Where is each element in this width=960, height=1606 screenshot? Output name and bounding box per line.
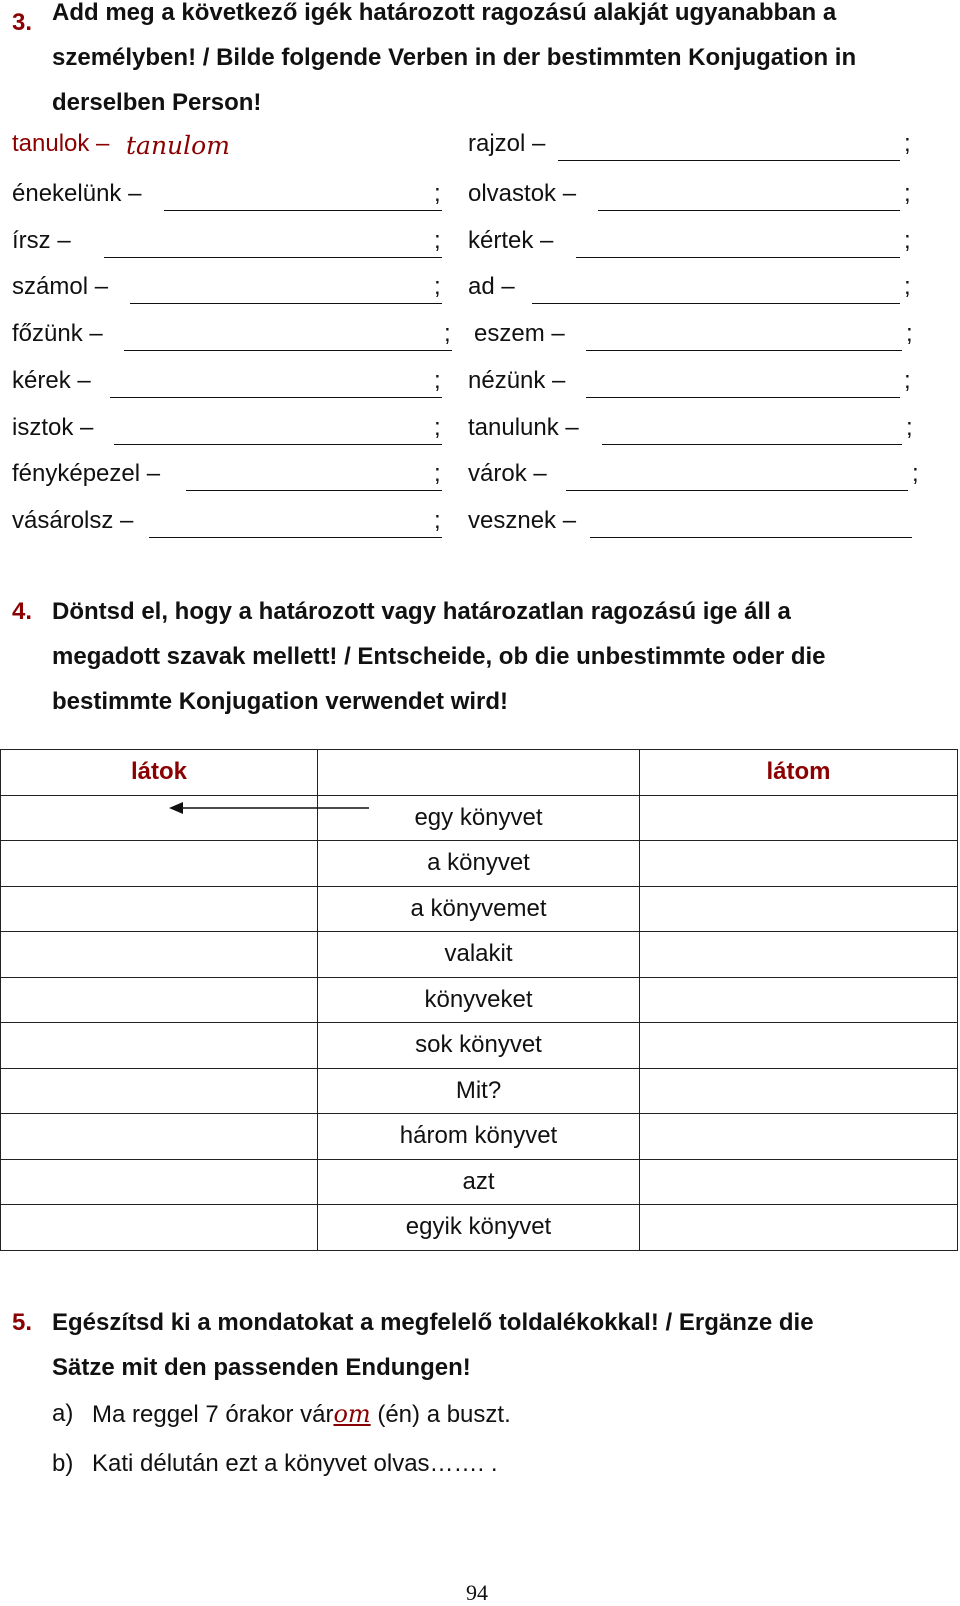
right-item-1: [468, 130, 918, 164]
sentence-a-after: (én) a buszt.: [370, 1401, 511, 1428]
task5-number: 5.: [12, 1309, 33, 1336]
answer-blank[interactable]: [114, 414, 442, 445]
answer-blank[interactable]: [586, 320, 902, 351]
semicolon: ;: [904, 227, 911, 254]
left-item-3: [12, 273, 452, 307]
table-row: [1, 795, 958, 841]
answer-blank[interactable]: [586, 367, 900, 398]
table-header-row: [1, 750, 958, 796]
answer-blank[interactable]: [186, 460, 442, 491]
table-row: [1, 932, 958, 978]
right-item-label: kértek –: [468, 227, 554, 254]
table-row: [1, 1159, 958, 1205]
example-verb: tanulok –: [12, 130, 110, 157]
answer-cell-left[interactable]: [1, 841, 318, 887]
left-item-label: írsz –: [12, 227, 71, 254]
answer-cell-right[interactable]: [640, 841, 958, 887]
answer-cell-left[interactable]: [1, 1114, 318, 1160]
word-cell: sok könyvet: [318, 1023, 640, 1069]
task5-instruction: [52, 1300, 814, 1390]
right-item-8: [468, 460, 924, 494]
task3-number: 3.: [12, 9, 33, 36]
sentence-b: [52, 1450, 498, 1478]
answer-cell-left[interactable]: [1, 795, 318, 841]
semicolon: ;: [434, 507, 441, 534]
right-item-2: [468, 180, 918, 214]
answer-blank[interactable]: [104, 227, 442, 258]
semicolon: ;: [434, 273, 441, 300]
answer-cell-left[interactable]: [1, 932, 318, 978]
answer-cell-left[interactable]: [1, 1159, 318, 1205]
table-row: [1, 1205, 958, 1251]
semicolon: ;: [904, 180, 911, 207]
right-item-4: [468, 273, 918, 307]
answer-blank[interactable]: [110, 367, 442, 398]
semicolon: ;: [434, 414, 441, 441]
answer-cell-right[interactable]: [640, 795, 958, 841]
word-cell: három könyvet: [318, 1114, 640, 1160]
word-cell: valakit: [318, 932, 640, 978]
task3-instruction-line-1: Add meg a következő igék határozott ragozású alakját ugyanabban a: [52, 0, 837, 26]
answer-blank[interactable]: [566, 460, 908, 491]
right-item-5: [474, 320, 920, 354]
left-item-label: kérek –: [12, 367, 91, 394]
answer-cell-right[interactable]: [640, 932, 958, 978]
semicolon: ;: [904, 273, 911, 300]
sentence-a-fill[interactable]: om: [333, 1400, 371, 1428]
semicolon: ;: [434, 460, 441, 487]
sentence-b-text[interactable]: Kati délután ezt a könyvet olvas……. .: [92, 1450, 498, 1477]
right-item-9: [468, 507, 918, 541]
answer-blank[interactable]: [532, 273, 900, 304]
word-cell: könyveket: [318, 977, 640, 1023]
left-item-8: [12, 507, 452, 541]
col-header-latok: látok: [1, 750, 318, 796]
sorting-table: [0, 749, 958, 1251]
answer-cell-left[interactable]: [1, 886, 318, 932]
task4-instruction-line-1: Döntsd el, hogy a határozott vagy határozatlan ragozású ige áll a: [52, 598, 791, 625]
answer-blank[interactable]: [124, 320, 452, 351]
left-item-7: [12, 460, 452, 494]
semicolon: ;: [906, 414, 913, 441]
table-row: [1, 1023, 958, 1069]
semicolon: ;: [904, 367, 911, 394]
task4-number: 4.: [12, 598, 33, 625]
table-row: [1, 841, 958, 887]
right-item-label: eszem –: [474, 320, 565, 347]
answer-blank[interactable]: [576, 227, 900, 258]
right-item-label: ad –: [468, 273, 515, 300]
answer-cell-left[interactable]: [1, 1068, 318, 1114]
semicolon: ;: [906, 320, 913, 347]
left-item-label: fényképezel –: [12, 460, 161, 487]
right-item-7: [468, 414, 920, 448]
sentence-a-text: [92, 1400, 511, 1429]
answer-cell-right[interactable]: [640, 1068, 958, 1114]
answer-cell-left[interactable]: [1, 1023, 318, 1069]
task4-instruction: [52, 589, 826, 724]
answer-cell-left[interactable]: [1, 977, 318, 1023]
semicolon: ;: [912, 460, 919, 487]
left-item-2: [12, 227, 452, 261]
table-row: [1, 1068, 958, 1114]
table-row: [1, 886, 958, 932]
word-cell: a könyvemet: [318, 886, 640, 932]
task3-instruction-line-2: személyben! / Bilde folgende Verben in der bestimmten Konjugation in: [52, 44, 857, 71]
task3-instruction: [52, 0, 856, 125]
table-cell: [318, 750, 640, 796]
sentence-b-label: b): [52, 1450, 74, 1477]
left-item-label: isztok –: [12, 414, 94, 441]
semicolon: ;: [904, 130, 911, 157]
left-item-4: [12, 320, 462, 354]
sentence-a: [52, 1400, 511, 1428]
right-item-6: [468, 367, 918, 401]
example-answer: tanulom: [126, 131, 230, 160]
right-item-label: nézünk –: [468, 367, 566, 394]
semicolon: ;: [434, 227, 441, 254]
answer-cell-right[interactable]: [640, 1114, 958, 1160]
word-cell: azt: [318, 1159, 640, 1205]
left-item-label: énekelünk –: [12, 180, 142, 207]
word-cell: egyik könyvet: [318, 1205, 640, 1251]
answer-cell-right[interactable]: [640, 1205, 958, 1251]
answer-blank[interactable]: [602, 414, 902, 445]
task5-instruction-line-2: Sätze mit den passenden Endungen!: [52, 1354, 471, 1381]
task3-instruction-line-3: derselben Person!: [52, 89, 262, 116]
sentence-a-before: Ma reggel 7 órakor vár: [92, 1401, 334, 1428]
right-item-label: várok –: [468, 460, 547, 487]
table-row: [1, 977, 958, 1023]
answer-blank[interactable]: [130, 273, 442, 304]
semicolon: ;: [444, 320, 451, 347]
answer-cell-left[interactable]: [1, 1205, 318, 1251]
page-number: 94: [466, 1580, 488, 1605]
task5-instruction-line-1: Egészítsd ki a mondatokat a megfelelő toldalékokkal! / Ergänze die: [52, 1309, 814, 1336]
left-item-label: vásárolsz –: [12, 507, 134, 534]
left-item-6: [12, 414, 452, 448]
word-cell: a könyvet: [318, 841, 640, 887]
arrow-left-icon: [169, 798, 369, 818]
answer-blank[interactable]: [590, 507, 912, 538]
right-item-label: vesznek –: [468, 507, 577, 534]
example-row: [12, 130, 452, 164]
right-item-label: tanulunk –: [468, 414, 579, 441]
left-item-1: [12, 180, 452, 214]
left-item-label: számol –: [12, 273, 109, 300]
col-header-latom: látom: [640, 750, 958, 796]
answer-cell-right[interactable]: [640, 1159, 958, 1205]
answer-blank[interactable]: [558, 130, 900, 161]
answer-cell-right[interactable]: [640, 977, 958, 1023]
task4-instruction-line-2: megadott szavak mellett! / Entscheide, ob die unbestimmte oder die: [52, 643, 826, 670]
answer-cell-right[interactable]: [640, 1023, 958, 1069]
sentence-a-label: a): [52, 1400, 74, 1427]
task4-instruction-line-3: bestimmte Konjugation verwendet wird!: [52, 688, 509, 715]
word-cell: egy könyvet: [318, 795, 640, 841]
table-row: [1, 1114, 958, 1160]
answer-blank[interactable]: [149, 507, 442, 538]
answer-blank[interactable]: [164, 180, 442, 211]
semicolon: ;: [434, 367, 441, 394]
right-item-label: rajzol –: [468, 130, 546, 157]
word-cell: Mit?: [318, 1068, 640, 1114]
left-item-5: [12, 367, 452, 401]
right-item-label: olvastok –: [468, 180, 577, 207]
answer-blank[interactable]: [598, 180, 900, 211]
right-item-3: [468, 227, 918, 261]
left-item-label: főzünk –: [12, 320, 103, 347]
answer-cell-right[interactable]: [640, 886, 958, 932]
semicolon: ;: [434, 180, 441, 207]
